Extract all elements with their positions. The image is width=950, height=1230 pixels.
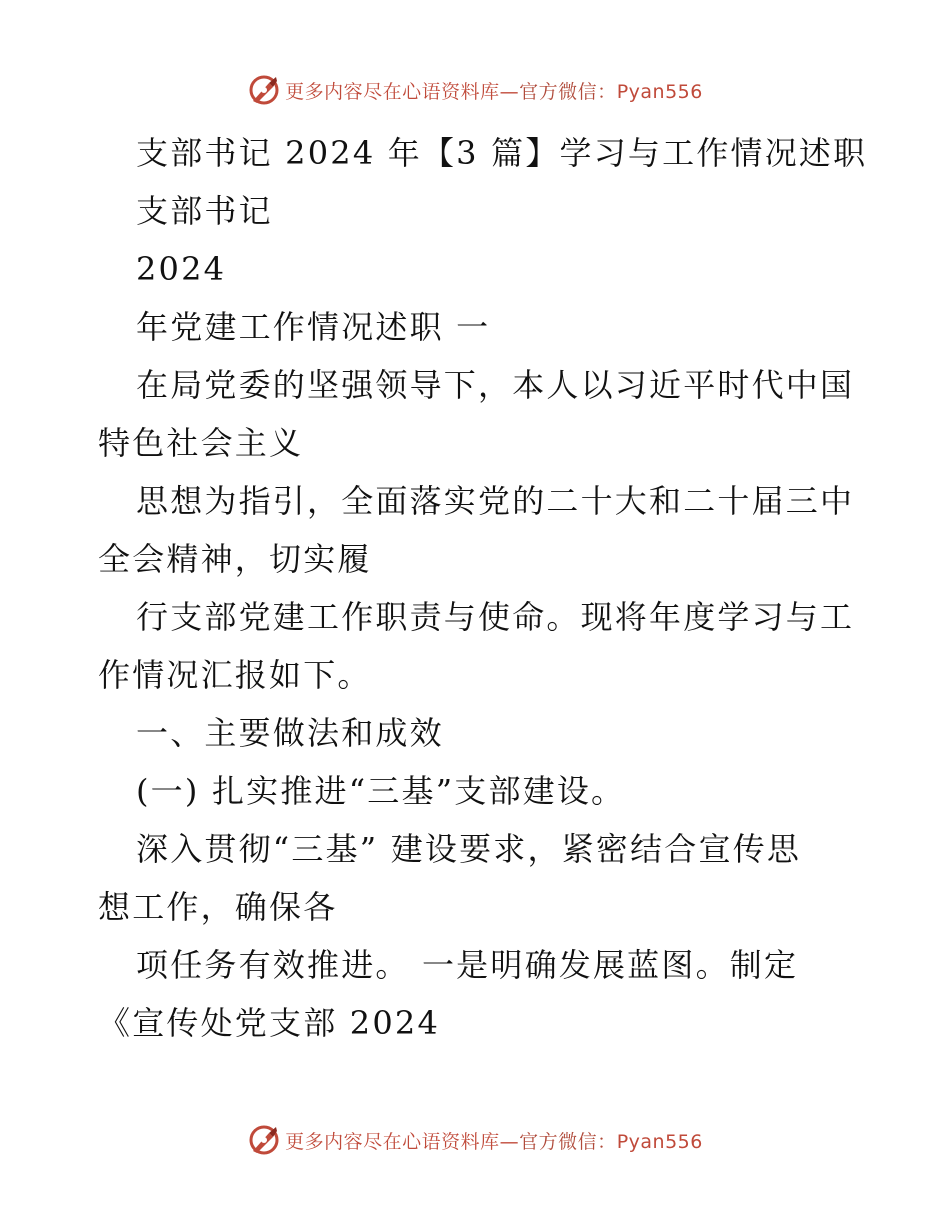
text-line: 《宣传处党支部 2024 bbox=[98, 1004, 441, 1042]
text-line: 在局党委的坚强领导下，本人以习近平时代中国 bbox=[136, 366, 855, 404]
watermark-text: 更多内容尽在心语资料库—官方微信：Pyan556 bbox=[285, 80, 703, 103]
footer-watermark-banner bbox=[0, 1120, 950, 1160]
text-line: 全会精神，切实履 bbox=[98, 540, 372, 578]
text-line: 2024 bbox=[136, 250, 227, 288]
quill-pen-logo-icon bbox=[247, 73, 281, 107]
text-line: 项任务有效推进。 一是明确发展蓝图。制定 bbox=[136, 946, 799, 984]
subsection-heading: (一) 扎实推进“三基”支部建设。 bbox=[136, 772, 626, 810]
watermark-text: 更多内容尽在心语资料库—官方微信：Pyan556 bbox=[285, 1130, 703, 1153]
document-title: 支部书记 2024 年【3 篇】学习与工作情况述职 bbox=[136, 134, 868, 172]
document-body bbox=[98, 124, 868, 1052]
text-line: 支部书记 bbox=[136, 192, 273, 230]
text-line: 特色社会主义 bbox=[98, 424, 304, 462]
quill-pen-logo-icon bbox=[247, 1123, 281, 1157]
text-line: 想工作，确保各 bbox=[98, 888, 338, 926]
text-line: 年党建工作情况述职 一 bbox=[136, 308, 491, 346]
text-line: 思想为指引，全面落实党的二十大和二十届三中 bbox=[136, 482, 855, 520]
header-watermark-banner bbox=[0, 70, 950, 110]
text-line: 作情况汇报如下。 bbox=[98, 656, 372, 694]
text-line: 行支部党建工作职责与使命。现将年度学习与工 bbox=[136, 598, 855, 636]
text-line: 深入贯彻“三基” 建设要求，紧密结合宣传思 bbox=[136, 830, 802, 868]
section-heading: 一、主要做法和成效 bbox=[136, 714, 444, 752]
